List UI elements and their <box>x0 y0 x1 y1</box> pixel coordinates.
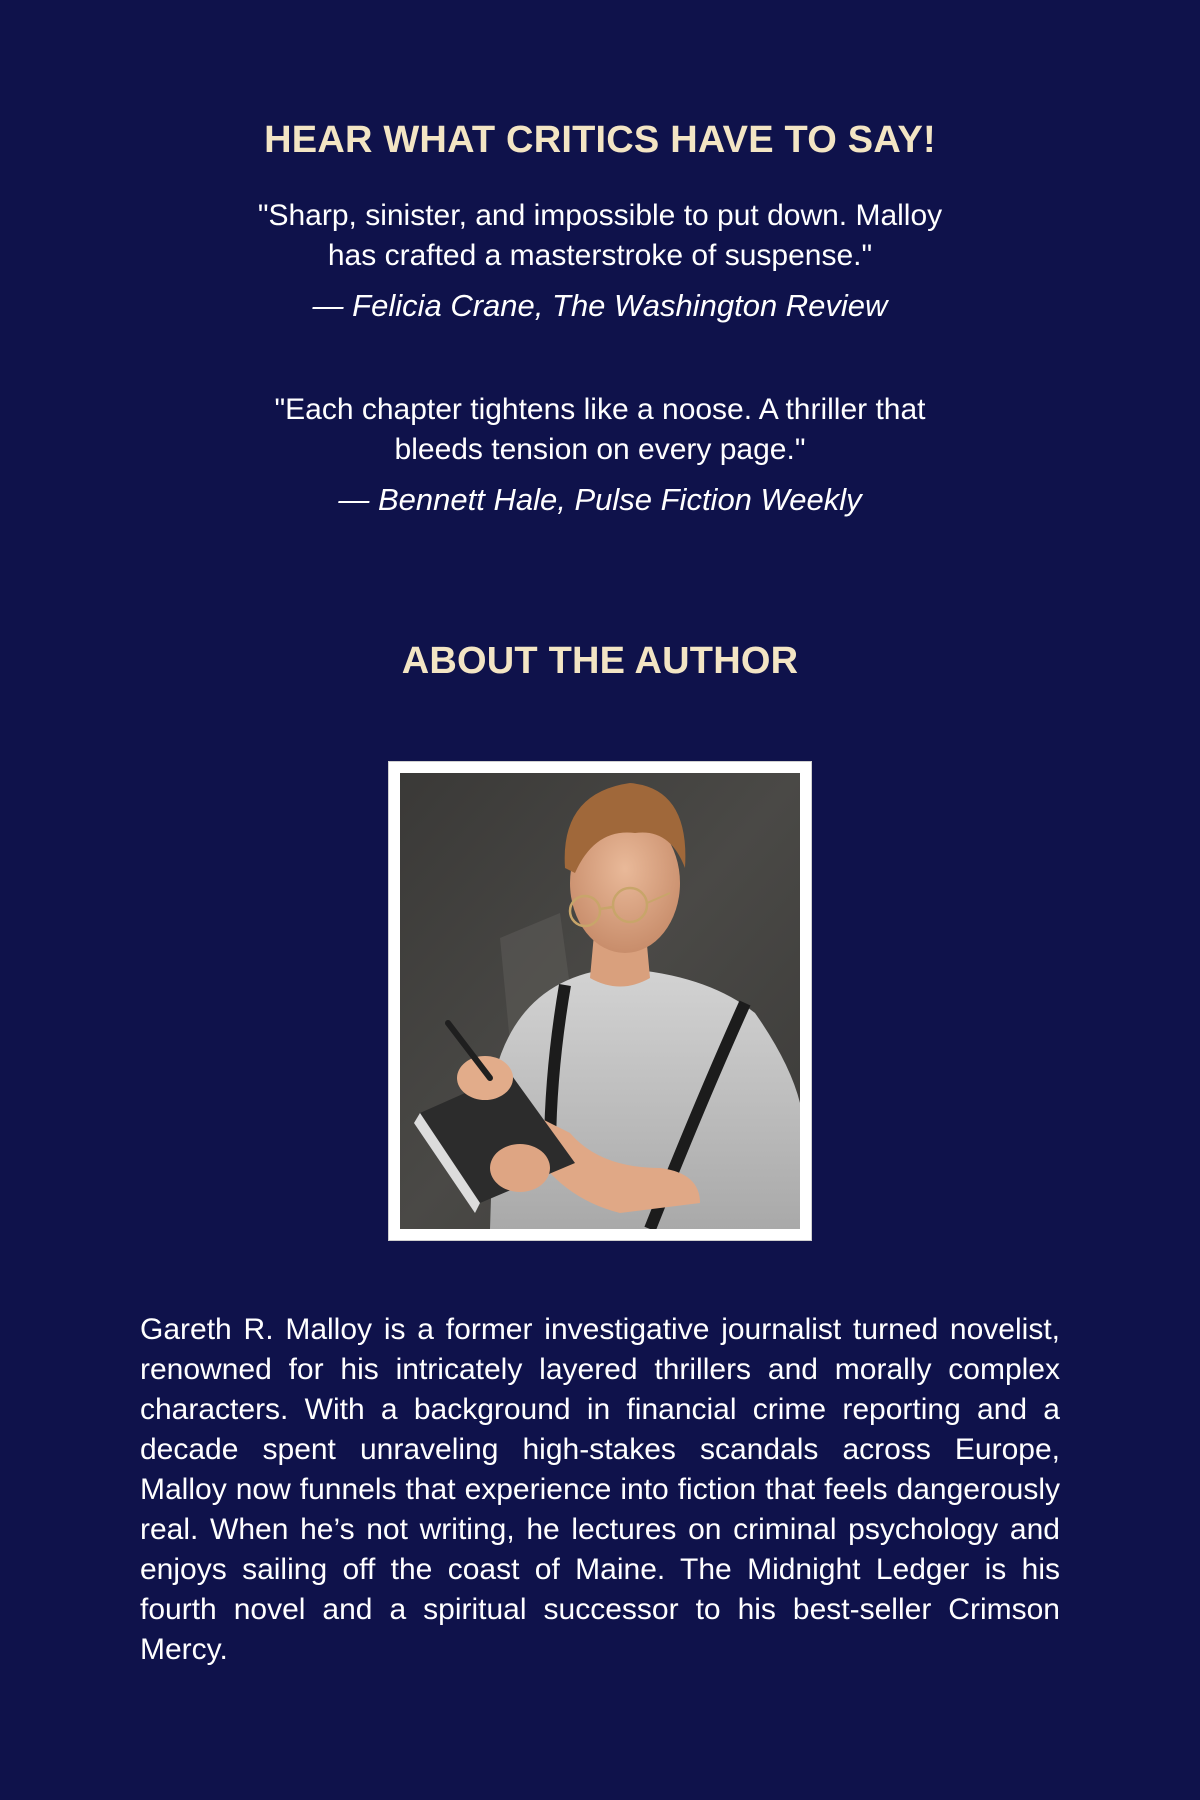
author-photo <box>400 773 800 1229</box>
critics-heading: HEAR WHAT CRITICS HAVE TO SAY! <box>264 119 936 161</box>
review-card <box>200 196 1000 326</box>
review-quote <box>200 196 1000 276</box>
author-portrait-illustration <box>400 773 800 1229</box>
review-quote-line: has crafted a masterstroke of suspense." <box>327 239 873 272</box>
author-photo-frame <box>388 761 812 1241</box>
review-quote-line: "Each chapter tightens like a noose. A thriller that <box>274 393 926 426</box>
author-heading: ABOUT THE AUTHOR <box>401 640 799 682</box>
review-quote-line: "Sharp, sinister, and impossible to put down. Malloy <box>257 199 943 232</box>
review-attribution: — Felicia Crane, The Washington Review <box>312 288 888 323</box>
author-bio: Gareth R. Malloy is a former investigative journalist turned novelist, renowned for his intricately layered thrillers and morally complex characters. With a background in financial crime reporting and a decade spent unraveling high-stakes scandals across Europe, Malloy now funnels that experience into fiction that feels dangerously real. When he’s not writing, he lectures on criminal psychology and enjoys sailing off the coast of Maine. The Midnight Ledger is his fourth novel and a spiritual successor to his best-seller Crimson Mercy. <box>140 1313 1060 1666</box>
review-quote-line: bleeds tension on every page." <box>394 433 806 466</box>
review-attribution: — Bennett Hale, Pulse Fiction Weekly <box>338 482 862 517</box>
review-quote <box>200 390 1000 470</box>
review-card <box>200 390 1000 520</box>
